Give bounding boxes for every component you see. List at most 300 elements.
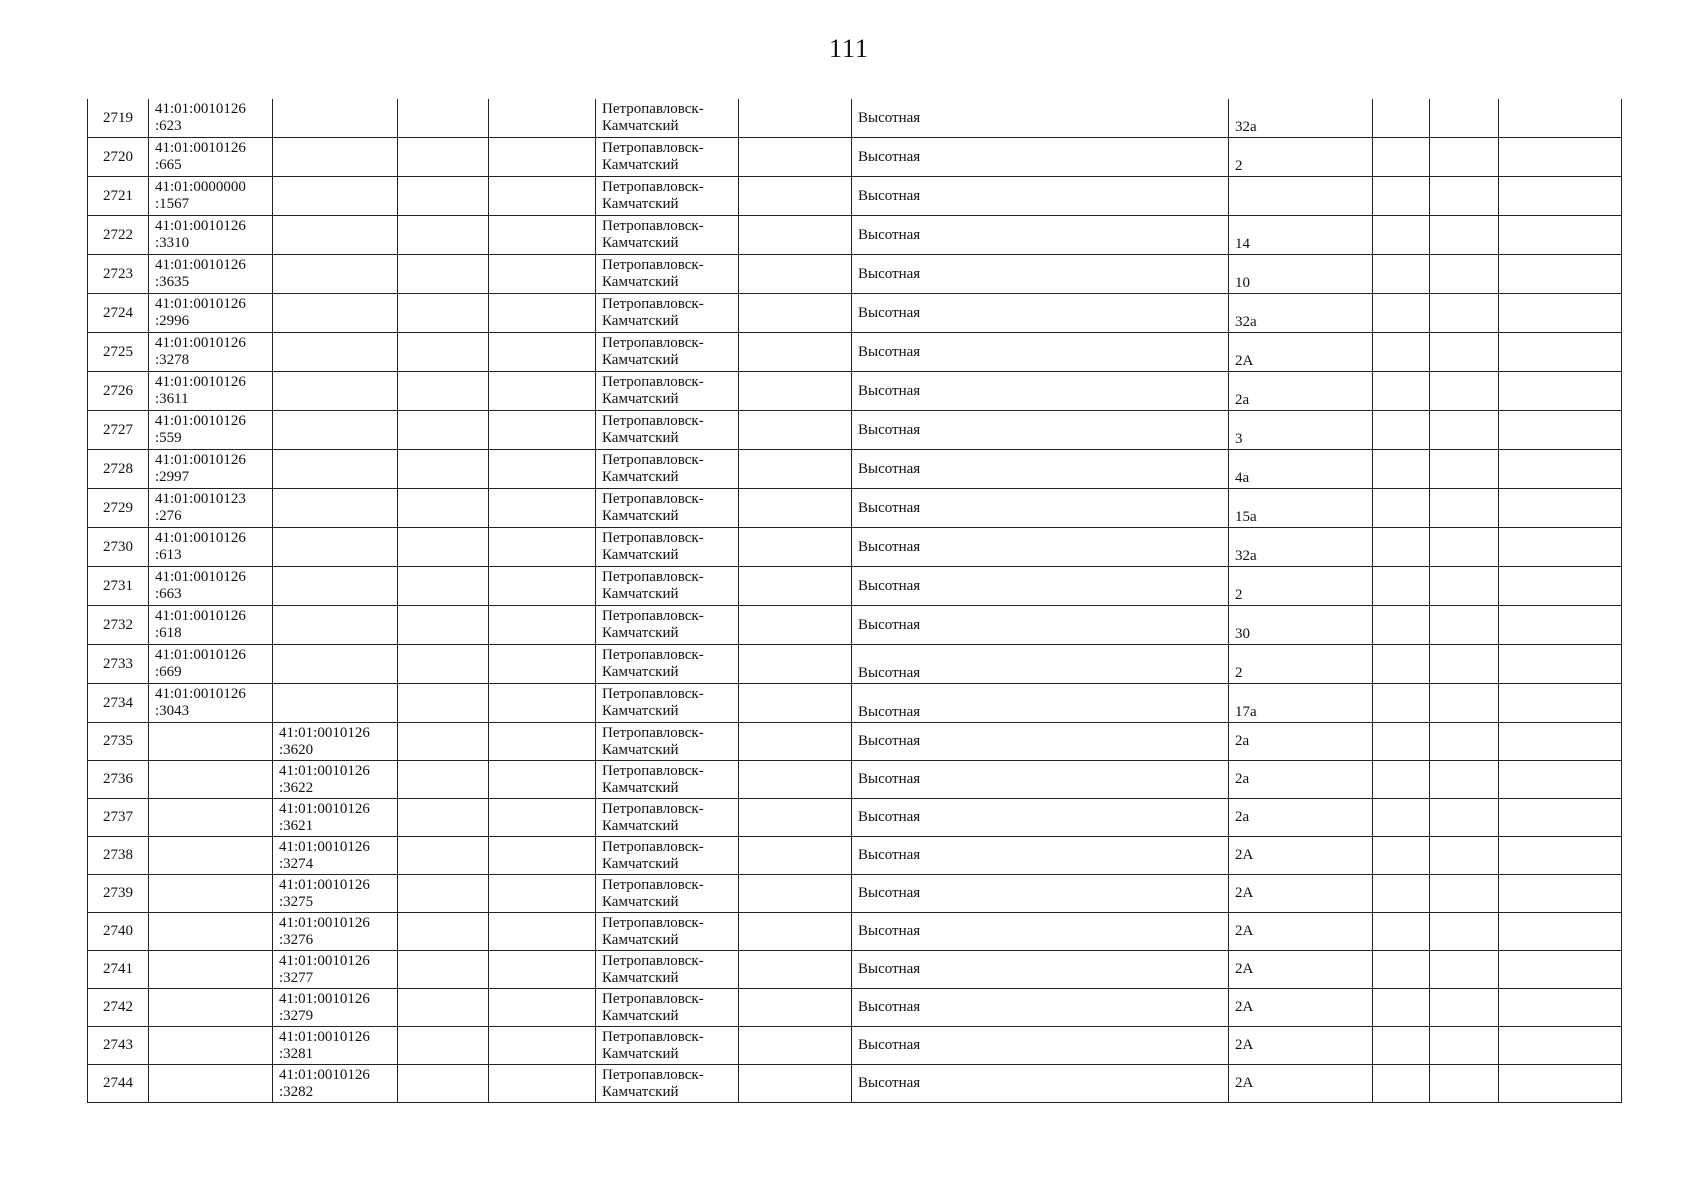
house-number-cell: 2А — [1229, 1027, 1373, 1065]
city-line-2: Камчатский — [602, 196, 679, 212]
street-cell: Высотная — [852, 216, 1229, 255]
cadastral-number-a-line-1: 41:01:0010126 — [155, 101, 246, 117]
empty-cell — [489, 645, 596, 684]
cadastral-number-b-cell — [273, 875, 398, 913]
empty-cell — [1499, 875, 1622, 913]
empty-cell — [1499, 333, 1622, 372]
empty-cell — [398, 684, 489, 723]
empty-cell — [1499, 450, 1622, 489]
city-cell — [596, 1027, 739, 1065]
empty-cell — [1430, 837, 1499, 875]
empty-cell — [1430, 1027, 1499, 1065]
empty-cell — [1373, 799, 1430, 837]
empty-cell — [1373, 567, 1430, 606]
cadastral-number-a-line-2: :663 — [155, 586, 182, 602]
city-line-1: Петропавловск- — [602, 374, 704, 390]
city-cell — [596, 255, 739, 294]
city-line-1: Петропавловск- — [602, 218, 704, 234]
table-row — [88, 216, 1622, 255]
empty-cell — [489, 216, 596, 255]
empty-cell — [398, 99, 489, 138]
house-number-cell: 2А — [1229, 875, 1373, 913]
empty-cell — [1499, 1065, 1622, 1103]
table-row — [88, 837, 1622, 875]
row-number-cell: 2721 — [88, 177, 149, 216]
table-row — [88, 761, 1622, 799]
city-cell — [596, 177, 739, 216]
empty-cell — [1373, 99, 1430, 138]
city-line-2: Камчатский — [602, 1045, 679, 1062]
table-row — [88, 372, 1622, 411]
cadastral-number-a-cell — [149, 138, 273, 177]
house-number-cell: 10 — [1229, 255, 1373, 294]
empty-cell — [1373, 951, 1430, 989]
empty-cell — [1373, 177, 1430, 216]
street-cell: Высотная — [852, 1065, 1229, 1103]
table-row — [88, 606, 1622, 645]
empty-cell — [489, 489, 596, 528]
table-row — [88, 875, 1622, 913]
empty-cell — [489, 411, 596, 450]
empty-cell — [1373, 528, 1430, 567]
empty-cell — [739, 951, 852, 989]
empty-cell — [489, 372, 596, 411]
house-number-cell: 2А — [1229, 837, 1373, 875]
empty-cell — [1430, 913, 1499, 951]
cadastral-number-a-cell — [149, 450, 273, 489]
empty-cell — [739, 684, 852, 723]
empty-cell — [1430, 951, 1499, 989]
house-number-cell: 2 — [1229, 567, 1373, 606]
city-line-2: Камчатский — [602, 893, 679, 910]
row-number-cell: 2744 — [88, 1065, 149, 1103]
row-number-cell: 2720 — [88, 138, 149, 177]
house-number-cell: 2а — [1229, 761, 1373, 799]
row-number-cell: 2722 — [88, 216, 149, 255]
city-line-2: Камчатский — [602, 235, 679, 251]
empty-cell — [1373, 411, 1430, 450]
empty-cell — [1499, 1027, 1622, 1065]
house-number-cell: 32а — [1229, 294, 1373, 333]
empty-cell — [739, 913, 852, 951]
empty-cell — [1430, 1065, 1499, 1103]
empty-cell — [1499, 913, 1622, 951]
empty-cell — [398, 372, 489, 411]
empty-cell — [1499, 294, 1622, 333]
cadastral-number-a-line-1: 41:01:0010126 — [155, 140, 246, 156]
cadastral-number-a-line-2: :3278 — [155, 352, 190, 368]
city-cell — [596, 723, 739, 761]
cadastral-number-a-line-1: 41:01:0010126 — [155, 374, 246, 390]
house-number-cell: 2А — [1229, 333, 1373, 372]
cadastral-number-a-line-2: :3635 — [155, 274, 190, 290]
cadastral-number-b-line-1: 41:01:0010126 — [279, 952, 370, 969]
city-line-1: Петропавловск- — [602, 179, 704, 195]
empty-cell — [398, 645, 489, 684]
table-row — [88, 450, 1622, 489]
table-row — [88, 1065, 1622, 1103]
table-row — [88, 99, 1622, 138]
row-number-cell: 2730 — [88, 528, 149, 567]
empty-cell — [1373, 1027, 1430, 1065]
cadastral-number-b-cell — [273, 177, 398, 216]
empty-cell — [398, 333, 489, 372]
row-number-cell: 2731 — [88, 567, 149, 606]
cadastral-number-b-line-1: 41:01:0010126 — [279, 762, 370, 779]
empty-cell — [489, 684, 596, 723]
city-line-2: Камчатский — [602, 1083, 679, 1100]
empty-cell — [398, 1027, 489, 1065]
empty-cell — [1430, 567, 1499, 606]
table-row — [88, 799, 1622, 837]
empty-cell — [739, 294, 852, 333]
cadastral-number-b-cell — [273, 989, 398, 1027]
city-cell — [596, 528, 739, 567]
city-cell — [596, 799, 739, 837]
street-cell: Высотная — [852, 875, 1229, 913]
city-line-1: Петропавловск- — [602, 530, 704, 546]
city-line-1: Петропавловск- — [602, 990, 704, 1007]
empty-cell — [1499, 177, 1622, 216]
city-cell — [596, 606, 739, 645]
cadastral-number-a-cell — [149, 177, 273, 216]
cadastral-number-b-cell — [273, 255, 398, 294]
empty-cell — [1430, 177, 1499, 216]
empty-cell — [1430, 645, 1499, 684]
cadastral-number-a-line-2: :623 — [155, 118, 182, 134]
empty-cell — [489, 761, 596, 799]
cadastral-number-a-cell — [149, 723, 273, 761]
cadastral-number-b-cell — [273, 645, 398, 684]
street-cell: Высотная — [852, 99, 1229, 138]
cadastral-number-b-line-1: 41:01:0010126 — [279, 876, 370, 893]
empty-cell — [398, 567, 489, 606]
empty-cell — [1373, 333, 1430, 372]
city-cell — [596, 372, 739, 411]
empty-cell — [1373, 1065, 1430, 1103]
empty-cell — [398, 138, 489, 177]
empty-cell — [1373, 875, 1430, 913]
table-row — [88, 138, 1622, 177]
empty-cell — [1499, 989, 1622, 1027]
city-line-1: Петропавловск- — [602, 876, 704, 893]
empty-cell — [1499, 411, 1622, 450]
cadastral-number-b-cell — [273, 1065, 398, 1103]
city-line-1: Петропавловск- — [602, 1066, 704, 1083]
empty-cell — [1373, 723, 1430, 761]
page-number: 111 — [828, 34, 870, 63]
empty-cell — [739, 333, 852, 372]
city-cell — [596, 411, 739, 450]
empty-cell — [1373, 837, 1430, 875]
table-row — [88, 567, 1622, 606]
table-row — [88, 913, 1622, 951]
empty-cell — [1499, 723, 1622, 761]
cadastral-number-b-cell — [273, 837, 398, 875]
empty-cell — [1499, 761, 1622, 799]
city-line-1: Петропавловск- — [602, 838, 704, 855]
row-number-cell: 2724 — [88, 294, 149, 333]
empty-cell — [1373, 761, 1430, 799]
empty-cell — [398, 450, 489, 489]
cadastral-number-a-line-2: :665 — [155, 157, 182, 173]
street-cell: Высотная — [852, 333, 1229, 372]
cadastral-number-b-line-2: :3282 — [279, 1083, 314, 1100]
table-row — [88, 489, 1622, 528]
city-line-1: Петропавловск- — [602, 724, 704, 741]
city-line-2: Камчатский — [602, 855, 679, 872]
city-cell — [596, 138, 739, 177]
cadastral-number-a-cell — [149, 1027, 273, 1065]
city-cell — [596, 567, 739, 606]
cadastral-number-b-cell — [273, 333, 398, 372]
house-number-cell: 4а — [1229, 450, 1373, 489]
street-cell: Высотная — [852, 913, 1229, 951]
row-number-cell: 2728 — [88, 450, 149, 489]
cadastral-number-a-cell — [149, 606, 273, 645]
row-number-cell: 2723 — [88, 255, 149, 294]
city-cell — [596, 1065, 739, 1103]
cadastral-number-a-line-1: 41:01:0010126 — [155, 608, 246, 624]
row-number-cell: 2733 — [88, 645, 149, 684]
empty-cell — [398, 989, 489, 1027]
empty-cell — [1430, 216, 1499, 255]
city-line-2: Камчатский — [602, 274, 679, 290]
empty-cell — [489, 1065, 596, 1103]
cadastral-number-a-cell — [149, 294, 273, 333]
cadastral-number-b-cell — [273, 294, 398, 333]
city-line-1: Петропавловск- — [602, 413, 704, 429]
empty-cell — [1499, 645, 1622, 684]
city-line-2: Камчатский — [602, 779, 679, 796]
house-number-cell: 2а — [1229, 799, 1373, 837]
cadastral-number-b-line-1: 41:01:0010126 — [279, 800, 370, 817]
empty-cell — [1373, 913, 1430, 951]
empty-cell — [1430, 411, 1499, 450]
row-number-cell: 2740 — [88, 913, 149, 951]
empty-cell — [489, 913, 596, 951]
cadastral-number-a-cell — [149, 372, 273, 411]
cadastral-number-b-cell — [273, 489, 398, 528]
address-register-table — [87, 99, 1622, 1103]
cadastral-number-a-line-1: 41:01:0010126 — [155, 530, 246, 546]
city-cell — [596, 489, 739, 528]
cadastral-number-b-line-1: 41:01:0010126 — [279, 838, 370, 855]
empty-cell — [1430, 489, 1499, 528]
table-row — [88, 411, 1622, 450]
table-row — [88, 528, 1622, 567]
city-line-2: Камчатский — [602, 157, 679, 173]
cadastral-number-a-line-2: :618 — [155, 625, 182, 641]
empty-cell — [1430, 875, 1499, 913]
cadastral-number-a-cell — [149, 989, 273, 1027]
cadastral-number-b-cell — [273, 684, 398, 723]
city-line-2: Камчатский — [602, 430, 679, 446]
city-line-1: Петропавловск- — [602, 296, 704, 312]
street-cell: Высотная — [852, 645, 1229, 684]
table-row — [88, 294, 1622, 333]
street-cell: Высотная — [852, 411, 1229, 450]
city-line-1: Петропавловск- — [602, 647, 704, 663]
city-cell — [596, 837, 739, 875]
row-number-cell: 2726 — [88, 372, 149, 411]
house-number-cell: 14 — [1229, 216, 1373, 255]
city-line-2: Камчатский — [602, 969, 679, 986]
city-line-1: Петропавловск- — [602, 491, 704, 507]
empty-cell — [739, 216, 852, 255]
cadastral-number-b-cell — [273, 567, 398, 606]
city-line-1: Петропавловск- — [602, 140, 704, 156]
cadastral-number-b-line-1: 41:01:0010126 — [279, 724, 370, 741]
empty-cell — [739, 138, 852, 177]
cadastral-number-a-line-1: 41:01:0000000 — [155, 179, 246, 195]
empty-cell — [1430, 333, 1499, 372]
empty-cell — [1373, 294, 1430, 333]
table-row — [88, 255, 1622, 294]
city-cell — [596, 216, 739, 255]
cadastral-number-a-line-1: 41:01:0010126 — [155, 413, 246, 429]
empty-cell — [489, 951, 596, 989]
empty-cell — [739, 99, 852, 138]
empty-cell — [398, 294, 489, 333]
cadastral-number-a-line-1: 41:01:0010126 — [155, 257, 246, 273]
table-body — [88, 99, 1622, 1103]
empty-cell — [1373, 645, 1430, 684]
empty-cell — [1430, 606, 1499, 645]
cadastral-number-b-line-1: 41:01:0010126 — [279, 1028, 370, 1045]
city-line-1: Петропавловск- — [602, 914, 704, 931]
empty-cell — [489, 837, 596, 875]
street-cell: Высотная — [852, 450, 1229, 489]
city-line-1: Петропавловск- — [602, 452, 704, 468]
city-line-1: Петропавловск- — [602, 686, 704, 702]
row-number-cell: 2736 — [88, 761, 149, 799]
city-line-2: Камчатский — [602, 586, 679, 602]
empty-cell — [1373, 989, 1430, 1027]
house-number-cell: 2А — [1229, 1065, 1373, 1103]
empty-cell — [489, 799, 596, 837]
house-number-cell: 2а — [1229, 372, 1373, 411]
house-number-cell: 30 — [1229, 606, 1373, 645]
empty-cell — [1430, 138, 1499, 177]
table-row — [88, 1027, 1622, 1065]
cadastral-number-b-cell — [273, 372, 398, 411]
cadastral-number-a-cell — [149, 99, 273, 138]
empty-cell — [489, 875, 596, 913]
empty-cell — [1430, 761, 1499, 799]
empty-cell — [398, 875, 489, 913]
empty-cell — [398, 411, 489, 450]
street-cell: Высотная — [852, 837, 1229, 875]
row-number-cell: 2741 — [88, 951, 149, 989]
cadastral-number-a-line-1: 41:01:0010126 — [155, 218, 246, 234]
empty-cell — [1430, 294, 1499, 333]
cadastral-number-a-cell — [149, 255, 273, 294]
empty-cell — [1499, 951, 1622, 989]
row-number-cell: 2742 — [88, 989, 149, 1027]
empty-cell — [1373, 489, 1430, 528]
cadastral-number-b-line-2: :3620 — [279, 741, 314, 758]
cadastral-number-a-cell — [149, 411, 273, 450]
cadastral-number-a-line-2: :1567 — [155, 196, 190, 212]
empty-cell — [739, 875, 852, 913]
row-number-cell: 2729 — [88, 489, 149, 528]
empty-cell — [489, 1027, 596, 1065]
table-row — [88, 333, 1622, 372]
house-number-cell: 2а — [1229, 723, 1373, 761]
empty-cell — [489, 567, 596, 606]
cadastral-number-b-cell — [273, 528, 398, 567]
cadastral-number-a-cell — [149, 951, 273, 989]
house-number-cell: 32а — [1229, 528, 1373, 567]
street-cell: Высотная — [852, 567, 1229, 606]
empty-cell — [739, 1065, 852, 1103]
empty-cell — [1499, 567, 1622, 606]
cadastral-number-a-cell — [149, 216, 273, 255]
city-cell — [596, 761, 739, 799]
cadastral-number-b-cell — [273, 606, 398, 645]
city-line-2: Камчатский — [602, 703, 679, 719]
cadastral-number-b-line-2: :3621 — [279, 817, 314, 834]
city-line-2: Камчатский — [602, 547, 679, 563]
empty-cell — [1373, 216, 1430, 255]
cadastral-number-b-cell — [273, 761, 398, 799]
cadastral-number-b-cell — [273, 799, 398, 837]
row-number-cell: 2734 — [88, 684, 149, 723]
house-number-cell: 2А — [1229, 913, 1373, 951]
house-number-cell: 2 — [1229, 645, 1373, 684]
cadastral-number-b-line-1: 41:01:0010126 — [279, 1066, 370, 1083]
cadastral-number-a-line-2: :276 — [155, 508, 182, 524]
cadastral-number-a-cell — [149, 489, 273, 528]
cadastral-number-a-cell — [149, 761, 273, 799]
cadastral-number-a-cell — [149, 567, 273, 606]
empty-cell — [1430, 723, 1499, 761]
empty-cell — [489, 723, 596, 761]
row-number-cell: 2725 — [88, 333, 149, 372]
street-cell: Высотная — [852, 606, 1229, 645]
empty-cell — [1373, 450, 1430, 489]
empty-cell — [489, 989, 596, 1027]
row-number-cell: 2735 — [88, 723, 149, 761]
empty-cell — [398, 489, 489, 528]
cadastral-number-a-cell — [149, 799, 273, 837]
empty-cell — [1430, 684, 1499, 723]
empty-cell — [739, 989, 852, 1027]
row-number-cell: 2732 — [88, 606, 149, 645]
empty-cell — [398, 528, 489, 567]
cadastral-number-a-line-1: 41:01:0010126 — [155, 452, 246, 468]
cadastral-number-a-line-1: 41:01:0010126 — [155, 335, 246, 351]
cadastral-number-b-line-2: :3281 — [279, 1045, 314, 1062]
table-row — [88, 645, 1622, 684]
table-row — [88, 989, 1622, 1027]
empty-cell — [1430, 372, 1499, 411]
house-number-cell: 2 — [1229, 138, 1373, 177]
empty-cell — [1499, 99, 1622, 138]
empty-cell — [489, 255, 596, 294]
city-line-2: Камчатский — [602, 469, 679, 485]
cadastral-number-a-line-2: :3611 — [155, 391, 189, 407]
empty-cell — [739, 450, 852, 489]
empty-cell — [1499, 528, 1622, 567]
city-cell — [596, 875, 739, 913]
city-line-1: Петропавловск- — [602, 257, 704, 273]
city-cell — [596, 99, 739, 138]
empty-cell — [739, 372, 852, 411]
city-line-1: Петропавловск- — [602, 952, 704, 969]
city-line-2: Камчатский — [602, 741, 679, 758]
